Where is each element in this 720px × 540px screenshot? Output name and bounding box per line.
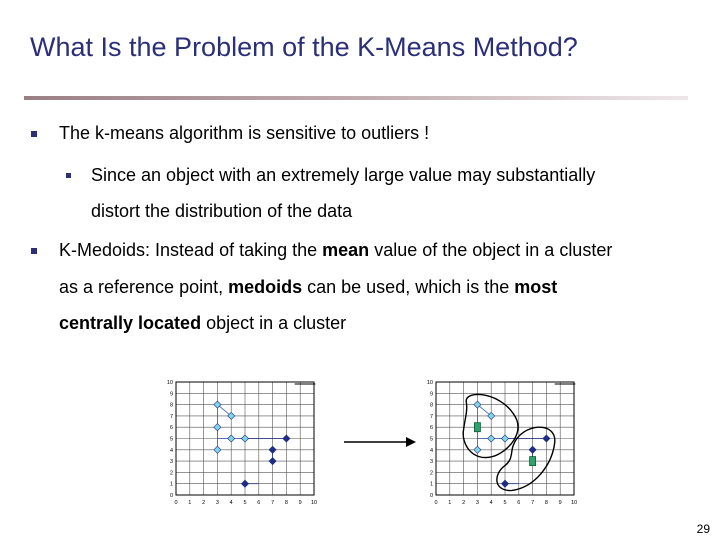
text-segment: as a reference point, xyxy=(59,277,229,297)
y-tick-label: 9 xyxy=(169,391,173,398)
x-tick-label: 5 xyxy=(503,500,507,506)
x-tick-label: 0 xyxy=(174,500,178,506)
x-tick-label: 10 xyxy=(310,500,318,506)
light-data-point xyxy=(488,435,495,442)
light-data-point xyxy=(474,446,481,453)
light-data-point xyxy=(214,446,221,453)
sub-bullet-line-1: Since an object with an extremely large value may substantially xyxy=(91,165,596,185)
y-tick-label: 4 xyxy=(169,447,173,454)
y-tick-label: 7 xyxy=(429,413,433,420)
title-divider xyxy=(24,96,688,100)
y-tick-label: 10 xyxy=(426,380,433,386)
y-tick-label: 1 xyxy=(169,481,173,488)
emphasis-mean: mean xyxy=(322,240,370,260)
bullet-marker xyxy=(31,248,37,254)
text-segment: K-Medoids: Instead of taking the xyxy=(59,240,323,260)
dark-data-point xyxy=(269,458,276,465)
x-tick-label: 8 xyxy=(284,500,288,506)
x-tick-label: 6 xyxy=(517,500,521,506)
y-tick-label: 2 xyxy=(429,470,433,477)
y-tick-label: 5 xyxy=(429,436,433,443)
y-tick-label: 2 xyxy=(169,470,173,477)
x-tick-label: 3 xyxy=(475,500,479,506)
dark-data-point xyxy=(501,480,508,487)
bullet-2-line-2 xyxy=(59,276,557,298)
text-segment: object in a cluster xyxy=(201,313,347,333)
dark-data-point xyxy=(543,435,550,442)
x-tick-label: 2 xyxy=(202,500,206,506)
light-data-point xyxy=(228,435,235,442)
x-tick-label: 6 xyxy=(257,500,261,506)
medoid-point xyxy=(530,457,536,466)
dark-data-point xyxy=(283,435,290,442)
y-tick-label: 10 xyxy=(166,380,173,386)
medoid-point xyxy=(474,423,480,432)
chart-after xyxy=(420,372,580,512)
bullet-2-line-1 xyxy=(59,239,612,261)
page-number: 29 xyxy=(696,522,710,536)
x-tick-label: 9 xyxy=(298,500,302,506)
text-segment: can be used, which is the xyxy=(302,277,515,297)
text-segment: value of the object in a cluster xyxy=(369,240,613,260)
y-tick-label: 9 xyxy=(429,391,433,398)
slide-title: What Is the Problem of the K-Means Method? xyxy=(30,32,578,62)
sub-bullet-marker xyxy=(66,173,71,178)
y-tick-label: 3 xyxy=(429,459,433,466)
y-tick-label: 0 xyxy=(169,493,173,499)
y-tick-label: 0 xyxy=(429,493,433,499)
sub-bullet-line-2: distort the distribution of the data xyxy=(91,201,353,221)
x-tick-label: 10 xyxy=(570,500,578,506)
light-data-point xyxy=(501,435,508,442)
x-tick-label: 4 xyxy=(489,500,493,506)
y-tick-label: 8 xyxy=(429,402,433,409)
dark-data-point xyxy=(529,446,536,453)
chart-before xyxy=(160,372,320,512)
emphasis-medoids: medoids xyxy=(228,277,303,297)
y-tick-label: 8 xyxy=(169,402,173,409)
dark-data-point xyxy=(269,446,276,453)
x-tick-label: 1 xyxy=(448,500,452,506)
cluster-outline xyxy=(463,394,518,457)
x-tick-label: 9 xyxy=(558,500,562,506)
emphasis-most: most xyxy=(514,277,558,297)
emphasis-centrally-located: centrally located xyxy=(59,313,202,333)
x-tick-label: 4 xyxy=(229,500,233,506)
x-tick-label: 5 xyxy=(243,500,247,506)
y-tick-label: 5 xyxy=(169,436,173,443)
bullet-1-text: The k-means algorithm is sensitive to outliers ! xyxy=(59,123,430,143)
bullet-marker xyxy=(31,131,37,137)
y-tick-label: 6 xyxy=(429,425,433,432)
y-tick-label: 6 xyxy=(169,425,173,432)
x-tick-label: 7 xyxy=(531,500,535,506)
x-tick-label: 7 xyxy=(271,500,275,506)
y-tick-label: 1 xyxy=(429,481,433,488)
x-tick-label: 1 xyxy=(188,500,192,506)
bullet-2-line-3 xyxy=(59,312,346,334)
light-data-point xyxy=(241,435,248,442)
y-tick-label: 7 xyxy=(169,413,173,420)
light-data-point xyxy=(214,424,221,431)
dark-data-point xyxy=(241,480,248,487)
y-tick-label: 3 xyxy=(169,459,173,466)
x-tick-label: 8 xyxy=(544,500,548,506)
x-tick-label: 3 xyxy=(215,500,219,506)
x-tick-label: 2 xyxy=(462,500,466,506)
y-tick-label: 4 xyxy=(429,447,433,454)
x-tick-label: 0 xyxy=(434,500,438,506)
transition-arrow xyxy=(340,434,420,450)
